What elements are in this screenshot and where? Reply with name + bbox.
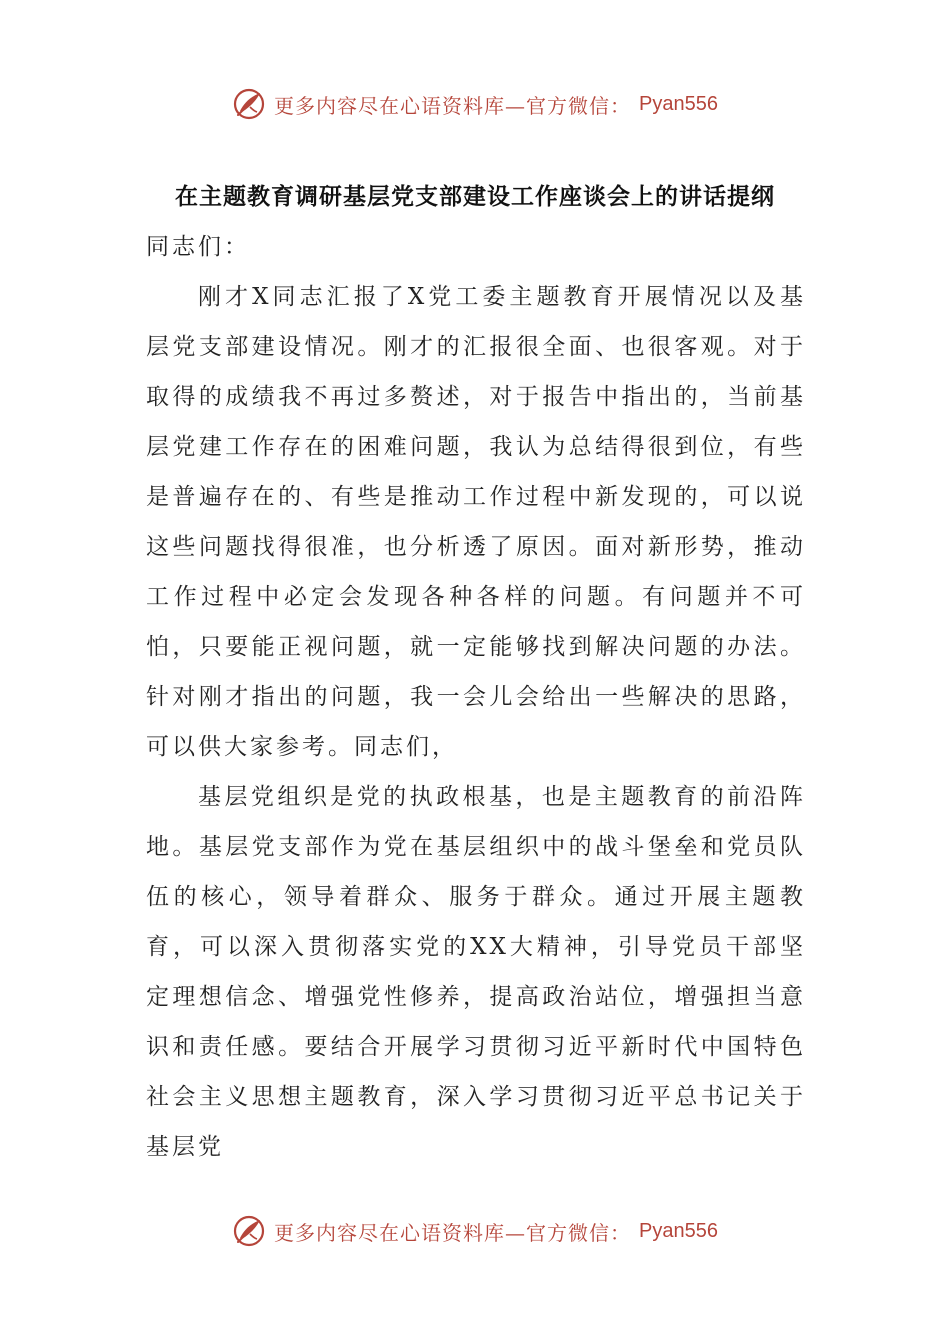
header-watermark bbox=[0, 84, 950, 124]
watermark-wechat-id: Pyan556 bbox=[639, 1219, 718, 1242]
watermark-wechat-id: Pyan556 bbox=[639, 92, 718, 115]
watermark-text: 更多内容尽在心语资料库—官方微信： bbox=[274, 1220, 632, 1245]
footer-watermark bbox=[0, 1211, 950, 1251]
paragraph-2: 基层党组织是党的执政根基，也是主题教育的前沿阵地。基层党支部作为党在基层组织中的战斗堡垒和党员队伍的核心，领导着群众、服务于群众。通过开展主题教育，可以深入贯彻落实党的XX大精神，引导党员干部坚定理想信念、增强党性修养，提高政治站位，增强担当意识和责任感。要结合开展学习贯彻习近平新时代中国特色社会主义思想主题教育，深入学习贯彻习近平总书记关于基层党 bbox=[146, 784, 806, 1160]
quill-pen-logo-icon bbox=[232, 1214, 266, 1248]
paragraph-1: 刚才X同志汇报了X党工委主题教育开展情况以及基层党支部建设情况。刚才的汇报很全面、也很客观。对于取得的成绩我不再过多赘述，对于报告中指出的，当前基层党建工作存在的困难问题，我认为总结得很到位，有些是普遍存在的、有些是推动工作过程中新发现的，可以说这些问题找得很准，也分析透了原因。面对新形势，推动工作过程中必定会发现各种各样的问题。有问题并不可怕，只要能正视问题，就一定能够找到解决问题的办法。针对刚才指出的问题，我一会儿会给出一些解决的思路，可以供大家参考。同志们， bbox=[146, 284, 806, 760]
watermark-text: 更多内容尽在心语资料库—官方微信： bbox=[274, 93, 632, 118]
quill-pen-logo-icon bbox=[232, 87, 266, 121]
document-title: 在主题教育调研基层党支部建设工作座谈会上的讲话提纲 bbox=[175, 184, 775, 210]
document-body bbox=[146, 222, 806, 1172]
salutation: 同志们： bbox=[146, 234, 250, 260]
